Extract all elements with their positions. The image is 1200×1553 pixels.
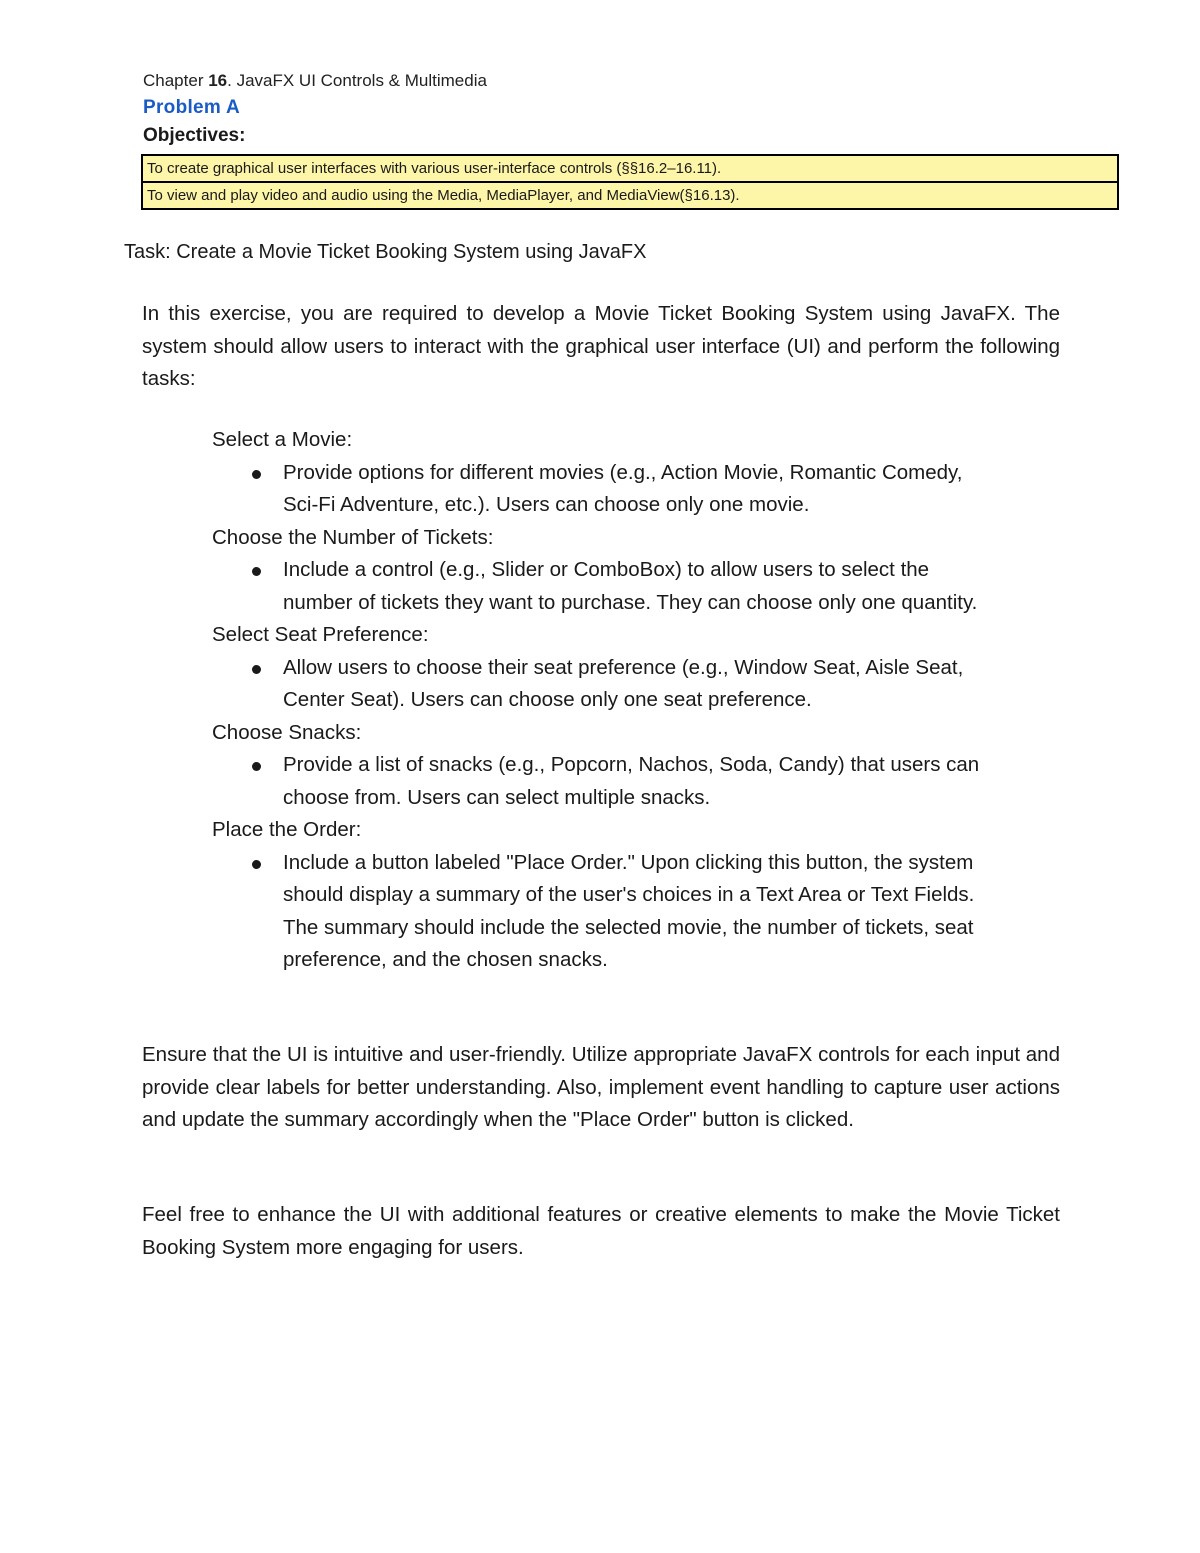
task-title: Choose the Number of Tickets: (212, 525, 494, 549)
task-heading: Task: Create a Movie Ticket Booking System using JavaFX (124, 241, 647, 263)
chapter-prefix: Chapter (143, 71, 209, 90)
bullet-icon (252, 665, 261, 674)
problem-title: Problem A (143, 97, 241, 118)
list-item (212, 554, 983, 619)
bullet-text: Include a button labeled "Place Order." Upon clicking this button, the system should display a summary of the user's choices in a Text Area or Text Fields. The summary should include the selected movie, the number of tickets, seat preference, and the chosen snacks. (283, 850, 975, 971)
task-title: Place the Order: (212, 818, 362, 841)
objective-row: To view and play video and audio using the Media, MediaPlayer, and MediaView(§16.13). (143, 181, 1117, 208)
task-select-movie (212, 424, 1062, 522)
objective-row: To create graphical user interfaces with various user-interface controls (§§16.2–16.11). (147, 160, 722, 177)
task-number-of-tickets (212, 522, 1062, 620)
task-seat-preference (212, 619, 1062, 717)
closing-paragraph: Feel free to enhance the UI with additional features or creative elements to make the Movie Ticket Booking System more engaging for users. (142, 1203, 1060, 1259)
closing-paragraph: Ensure that the UI is intuitive and user-friendly. Utilize appropriate JavaFX controls for each input and provide clear labels for better understanding. Also, implement event handling to capture user actions and update the summary accordingly when the "Place Order" button is clicked. (142, 1043, 1060, 1131)
bullet-text: Provide options for different movies (e.g., Action Movie, Romantic Comedy, Sci-Fi Adventure, etc.). Users can choose only one movie. (283, 460, 963, 516)
chapter-number: 16 (208, 71, 228, 90)
task-choose-snacks (212, 717, 1062, 815)
list-item (212, 652, 983, 717)
bullet-icon (252, 470, 261, 479)
objectives-table (141, 154, 1119, 210)
chapter-header (143, 70, 487, 92)
task-title: Select Seat Preference: (212, 623, 429, 646)
bullet-icon (252, 860, 261, 869)
task-bullets (212, 457, 1062, 522)
list-item (212, 749, 983, 814)
task-place-order (212, 814, 1062, 977)
intro-paragraph: In this exercise, you are required to develop a Movie Ticket Booking System using JavaFX. The system should allow users to interact with the graphical user interface (UI) and perform the following tasks: (142, 302, 1060, 390)
bullet-icon (252, 567, 261, 576)
bullet-icon (252, 762, 261, 771)
task-list (212, 424, 1062, 977)
chapter-title: . JavaFX UI Controls & Multimedia (227, 71, 487, 90)
task-title: Select a Movie: (212, 428, 353, 451)
bullet-text: Provide a list of snacks (e.g., Popcorn, Nachos, Soda, Candy) that users can choose from. Users can select multiple snacks. (283, 753, 980, 809)
task-bullets (212, 847, 1062, 977)
task-bullets (212, 554, 1062, 619)
objectives-heading: Objectives: (143, 125, 246, 146)
task-bullets (212, 749, 1062, 814)
bullet-text: Include a control (e.g., Slider or ComboBox) to allow users to select the number of tickets they want to purchase. They can choose only one quantity. (283, 558, 978, 614)
task-bullets (212, 652, 1062, 717)
list-item (212, 847, 983, 977)
task-title: Choose Snacks: (212, 720, 362, 744)
list-item (212, 457, 983, 522)
bullet-text: Allow users to choose their seat preference (e.g., Window Seat, Aisle Seat, Center Seat). Users can choose only one seat preference. (283, 655, 964, 711)
